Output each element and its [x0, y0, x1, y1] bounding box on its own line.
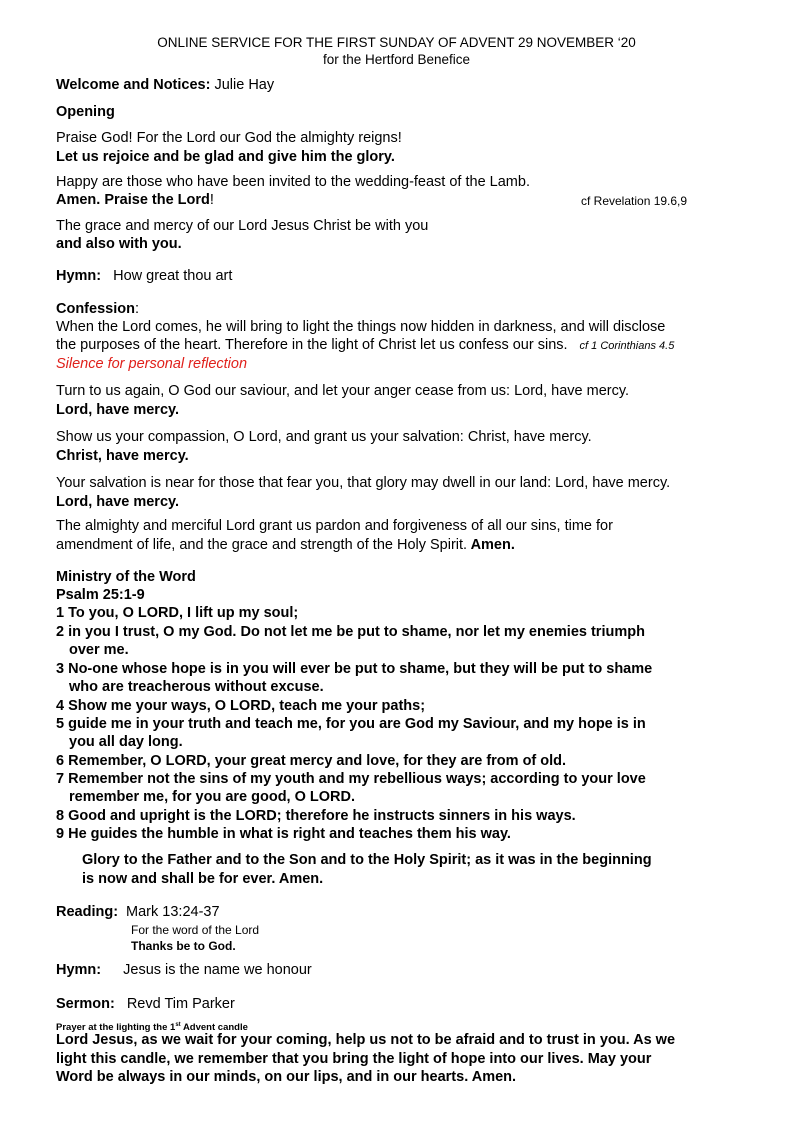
reading-response-2: Thanks be to God. — [131, 939, 236, 953]
psalm-line: 4 Show me your ways, O LORD, teach me your paths; — [56, 698, 426, 714]
confession-intro-1: When the Lord comes, he will bring to light the things now hidden in darkness, and will disclose — [56, 319, 666, 335]
welcome-line — [56, 76, 274, 94]
confession-heading-line — [56, 300, 139, 318]
psalm-line: remember me, for you are good, O LORD. — [69, 789, 356, 805]
absolution-2-text: amendment of life, and the grace and strength of the Holy Spirit. — [56, 537, 468, 553]
kyrie-3-response: Lord, have mercy. — [56, 494, 180, 510]
sermon-label: Sermon: — [56, 996, 115, 1012]
absolution-amen: Amen. — [467, 537, 515, 553]
hymn-1 — [56, 267, 232, 285]
kyrie-2: Show us your compassion, O Lord, and grant us your salvation: Christ, have mercy. — [56, 429, 592, 445]
psalm-line: 1 To you, O LORD, I lift up my soul; — [56, 605, 299, 621]
reading-line — [56, 903, 220, 921]
psalm-line: 3 No-one whose hope is in you will ever be put to shame, but they will be put to shame — [56, 661, 653, 677]
candle-caption-rest: Advent candle — [180, 1022, 248, 1034]
psalm-line: 2 in you I trust, O my God. Do not let me be put to shame, nor let my enemies triumph — [56, 624, 645, 640]
sermon-preacher: Revd Tim Parker — [126, 996, 235, 1012]
kyrie-1-response: Lord, have mercy. — [56, 402, 180, 418]
silence-rubric: Silence for personal reflection — [56, 356, 248, 372]
page-title: ONLINE SERVICE FOR THE FIRST SUNDAY OF ADVENT 29 NOVEMBER ‘20 — [157, 35, 636, 50]
absolution-2 — [56, 536, 515, 554]
reading-ref: Mark 13:24-37 — [126, 904, 220, 920]
kyrie-1: Turn to us again, O God our saviour, and let your anger cease from us: Lord, have mercy. — [56, 383, 630, 399]
hymn-2 — [56, 961, 312, 979]
page-subtitle: for the Hertford Benefice — [322, 52, 471, 67]
opening-response-2 — [56, 191, 214, 209]
opening-response-1: Let us rejoice and be glad and give him the glory. — [56, 149, 395, 165]
confession-intro-2 — [56, 336, 674, 355]
gloria-line-1: Glory to the Father and to the Son and to the Holy Spirit; as it was in the beginning — [82, 852, 652, 868]
opening-line-1: Praise God! For the Lord our God the almighty reigns! — [56, 130, 402, 146]
welcome-label: Welcome and Notices: — [56, 77, 211, 93]
confession-reference: cf 1 Corinthians 4.5 — [579, 340, 675, 352]
hymn-1-title: How great thou art — [113, 268, 233, 284]
confession-intro-2-text: the purposes of the heart. Therefore in the light of Christ let us confess our sins. — [56, 337, 568, 353]
candle-prayer-1: Lord Jesus, as we wait for your coming, help us not to be afraid and to trust in you. As we — [56, 1032, 676, 1048]
psalm-line: 5 guide me in your truth and teach me, for you are God my Saviour, and my hope is in — [56, 716, 646, 732]
opening-line-3: The grace and mercy of our Lord Jesus Christ be with you — [56, 218, 429, 234]
hymn-2-title: Jesus is the name we honour — [123, 962, 312, 978]
candle-caption-text: Prayer at the lighting the 1 — [56, 1022, 176, 1034]
gloria-line-2: is now and shall be for ever. Amen. — [82, 871, 324, 887]
hymn-1-label: Hymn: — [56, 268, 102, 284]
psalm-line: 9 He guides the humble in what is right and teaches them his way. — [56, 826, 511, 842]
psalm-line: 6 Remember, O LORD, your great mercy and love, for they are from of old. — [56, 753, 567, 769]
sermon-line — [56, 995, 235, 1013]
kyrie-3: Your salvation is near for those that fear you, that glory may dwell in our land: Lord, have mercy. — [56, 475, 671, 491]
opening-response-2-mark: ! — [209, 192, 214, 208]
reading-response-1: For the word of the Lord — [131, 923, 260, 937]
candle-caption-sup: st — [175, 1022, 181, 1028]
opening-line-2: Happy are those who have been invited to the wedding-feast of the Lamb. — [56, 174, 530, 190]
welcome-value: Julie Hay — [210, 77, 275, 93]
psalm-line: over me. — [69, 642, 129, 658]
confession-colon: : — [134, 301, 139, 317]
psalm-title: Psalm 25:1-9 — [56, 587, 145, 603]
opening-response-2-text: Amen. Praise the Lord — [56, 192, 210, 208]
opening-reference: cf Revelation 19.6,9 — [581, 194, 688, 208]
candle-prayer-2: light this candle, we remember that you bring the light of hope into our lives. May your — [56, 1051, 652, 1067]
reading-label: Reading: — [56, 904, 119, 920]
hymn-2-label: Hymn: — [56, 962, 102, 978]
word-heading: Ministry of the Word — [56, 569, 196, 585]
psalm-line: you all day long. — [69, 734, 183, 750]
psalm-line: who are treacherous without excuse. — [69, 679, 324, 695]
candle-prayer-3: Word be always in our minds, on our lips, and in our hearts. Amen. — [56, 1069, 517, 1085]
confession-heading: Confession — [56, 301, 135, 317]
absolution-1: The almighty and merciful Lord grant us pardon and forgiveness of all our sins, time for — [56, 518, 613, 534]
opening-response-3: and also with you. — [56, 236, 182, 252]
psalm-line: 7 Remember not the sins of my youth and my rebellious ways; according to your love — [56, 771, 646, 787]
kyrie-2-response: Christ, have mercy. — [56, 448, 189, 464]
opening-heading: Opening — [56, 104, 115, 120]
psalm-line: 8 Good and upright is the LORD; therefore he instructs sinners in his ways. — [56, 808, 576, 824]
